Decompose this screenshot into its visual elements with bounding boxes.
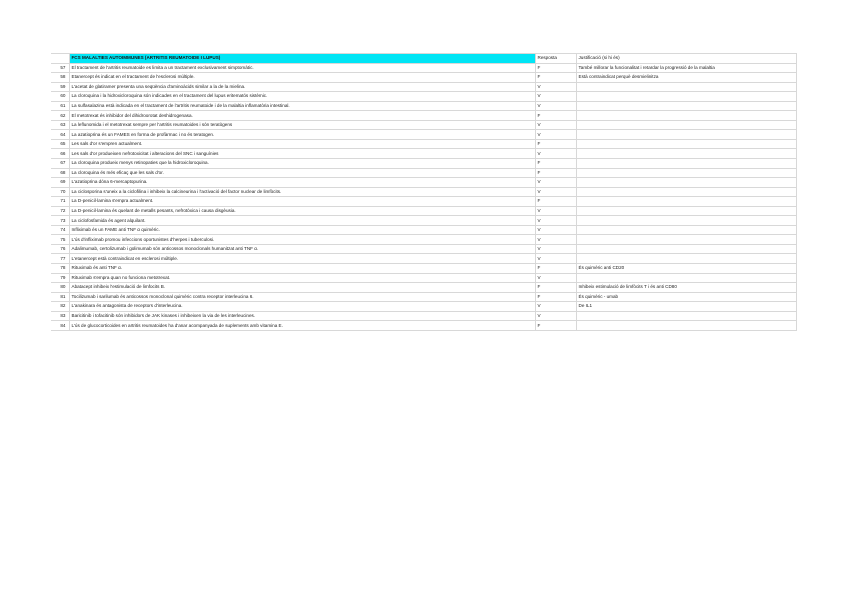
justification-cell: [576, 111, 796, 121]
question-text: Adalimumab, certolizumab i golimumab són anticossos monoclonals humanitzat anti TNF α.: [69, 244, 535, 254]
justification-cell: [576, 244, 796, 254]
answer-cell: F: [535, 292, 576, 302]
row-number: 73: [51, 216, 69, 226]
justification-cell: És quimèric - umab: [576, 292, 796, 302]
question-text: La ciclosporina s'uneix a la ciclofilina i inhibeix la calcineurina i l'activació del factor nuclear de limfòcits.: [69, 187, 535, 197]
row-number: 74: [51, 225, 69, 235]
row-number: 65: [51, 139, 69, 149]
row-number: 64: [51, 130, 69, 140]
justification-cell: [576, 311, 796, 321]
table-row: [51, 254, 796, 264]
justification-cell: [576, 254, 796, 264]
row-number: 67: [51, 159, 69, 169]
table-row: [51, 73, 796, 83]
question-text: Les sals d'or s'empren actualment.: [69, 139, 535, 149]
table-row: [51, 82, 796, 92]
justification-cell: [576, 178, 796, 188]
justification-cell: [576, 82, 796, 92]
question-text: El tractament de l'artritis reumatoide es limita a un tractament exclusivament simptomàtic.: [69, 63, 535, 73]
answer-cell: V: [535, 130, 576, 140]
answer-cell: F: [535, 63, 576, 73]
question-text: L'acetat de glatiramer presenta una seqüència d'aminoàcids similar a la de la mielina.: [69, 82, 535, 92]
header-row: [51, 54, 796, 64]
answer-cell: V: [535, 82, 576, 92]
question-text: Rituximab s'empra quan no funciona metotrexat.: [69, 273, 535, 283]
table-row: [51, 187, 796, 197]
table-row: [51, 283, 796, 293]
table-row: [51, 149, 796, 159]
table-row: [51, 168, 796, 178]
justification-cell: [576, 168, 796, 178]
table-row: [51, 216, 796, 226]
answer-cell: F: [535, 159, 576, 169]
table-row: [51, 178, 796, 188]
table-row: [51, 311, 796, 321]
justification-cell: [576, 101, 796, 111]
row-number: 71: [51, 197, 69, 207]
row-number: 80: [51, 283, 69, 293]
question-text: L'ús de glucocorticoides en artritis reumatoides ha d'anar acompanyada de suplements amb vitamina E.: [69, 321, 535, 331]
row-number: 63: [51, 120, 69, 130]
question-text: Abatacept inhibeix l'estimulació de limfocits B.: [69, 283, 535, 293]
table-row: [51, 206, 796, 216]
answer-cell: F: [535, 73, 576, 83]
table-row: [51, 120, 796, 130]
answer-cell: V: [535, 235, 576, 245]
justification-cell: [576, 206, 796, 216]
row-number: 72: [51, 206, 69, 216]
question-text: La D-penicil·lamina és quelant de metalls pesants, nefrotòxica i causa disgèusia.: [69, 206, 535, 216]
answer-cell: F: [535, 197, 576, 207]
answer-cell: V: [535, 120, 576, 130]
row-number: 84: [51, 321, 69, 331]
question-text: La cloroquina és més eficaç que les sals d'or.: [69, 168, 535, 178]
justification-cell: També millorar la funcionalitat i retardar la progressió de la malaltia: [576, 63, 796, 73]
question-text: L'anakinara és antagonista de receptors d'interleucina.: [69, 302, 535, 312]
row-number: 60: [51, 92, 69, 102]
justification-cell: [576, 321, 796, 331]
answer-cell: V: [535, 206, 576, 216]
answer-cell: V: [535, 178, 576, 188]
table-row: [51, 244, 796, 254]
question-text: El metotrexat és inhibidor del dihidroorotat deshidrogenasa.: [69, 111, 535, 121]
justification-cell: [576, 139, 796, 149]
table-row: [51, 273, 796, 283]
row-number: 69: [51, 178, 69, 188]
quiz-table: [51, 53, 797, 331]
row-number: 79: [51, 273, 69, 283]
row-number: 70: [51, 187, 69, 197]
justification-cell: [576, 130, 796, 140]
answer-cell: V: [535, 244, 576, 254]
answer-cell: F: [535, 321, 576, 331]
answer-cell: F: [535, 283, 576, 293]
table-row: [51, 235, 796, 245]
question-text: Baricitinib i tofacitinib són inhibidors de JAK kinases i inhibeixen la via de les interleucines.: [69, 311, 535, 321]
table-row: [51, 101, 796, 111]
answer-cell: V: [535, 311, 576, 321]
row-number: 59: [51, 82, 69, 92]
answer-column-header: Resposta: [535, 54, 576, 64]
question-text: La cloroquina i la hidroxicloroquina són indicades en el tractament del lupus eritematós sistèmic.: [69, 92, 535, 102]
row-number: 61: [51, 101, 69, 111]
answer-cell: F: [535, 139, 576, 149]
question-text: La cloroquina produeix menys retinopaties que la hidroxicloroquina.: [69, 159, 535, 169]
answer-cell: V: [535, 273, 576, 283]
question-text: La ciclofosfamida és agent alquilant.: [69, 216, 535, 226]
table-row: [51, 111, 796, 121]
table-row: [51, 139, 796, 149]
answer-cell: V: [535, 92, 576, 102]
row-number: 78: [51, 264, 69, 274]
row-number: 68: [51, 168, 69, 178]
row-number: 75: [51, 235, 69, 245]
table-title: FCS MALALTIES AUTOIMMUNES (ARTRITIS REUMATOIDE I LUPUS): [69, 54, 535, 64]
answer-cell: F: [535, 168, 576, 178]
answer-cell: V: [535, 254, 576, 264]
justification-cell: [576, 159, 796, 169]
row-number: 57: [51, 63, 69, 73]
question-text: La D-penicil·lamina s'empra actualment.: [69, 197, 535, 207]
answer-cell: F: [535, 264, 576, 274]
justification-cell: [576, 120, 796, 130]
question-text: Etanercept és indicat en el tractament de l'esclerosi múltiple.: [69, 73, 535, 83]
row-number: 83: [51, 311, 69, 321]
answer-cell: V: [535, 101, 576, 111]
table-row: [51, 292, 796, 302]
question-text: Les sals d'or produeixen nefrotoxicitat i alteracions del SNC i sanguínies: [69, 149, 535, 159]
table-row: [51, 130, 796, 140]
table-row: [51, 197, 796, 207]
answer-cell: F: [535, 111, 576, 121]
question-text: Rituximab és anti TNF α.: [69, 264, 535, 274]
row-number: 58: [51, 73, 69, 83]
justification-column-header: Justificació (si hi és): [576, 54, 796, 64]
justification-cell: De IL1: [576, 302, 796, 312]
row-number: 76: [51, 244, 69, 254]
question-text: La leflunomida i el metotrexat sempre per l'artritis reumatoides i són teratògens: [69, 120, 535, 130]
row-number: 77: [51, 254, 69, 264]
question-text: Infliximab és un FAME anti TNF α quimèric.: [69, 225, 535, 235]
justification-cell: [576, 235, 796, 245]
justification-cell: [576, 92, 796, 102]
question-text: La sulfasalazina està indicada en el tractament de l'artritis reumatoide i de la malaltia inflamatòria intestinal.: [69, 101, 535, 111]
table-row: [51, 159, 796, 169]
justification-cell: Inhibeix estimulació de limfòcits T i és anti CD80: [576, 283, 796, 293]
row-number: 62: [51, 111, 69, 121]
table-row: [51, 302, 796, 312]
header-number-cell: [51, 54, 69, 64]
justification-cell: És quimèric anti CD20: [576, 264, 796, 274]
answer-cell: V: [535, 149, 576, 159]
question-text: La azatioprina és un FAMES en forma de profàrmac i no és teratogen.: [69, 130, 535, 140]
row-number: 66: [51, 149, 69, 159]
justification-cell: [576, 187, 796, 197]
table-row: [51, 321, 796, 331]
table-row: [51, 63, 796, 73]
justification-cell: Està contraindicat perquè desmielinitza: [576, 73, 796, 83]
table-row: [51, 225, 796, 235]
justification-cell: [576, 225, 796, 235]
row-number: 82: [51, 302, 69, 312]
answer-cell: V: [535, 225, 576, 235]
justification-cell: [576, 149, 796, 159]
question-text: L'azatioprina dóna 6-mercaptopurina.: [69, 178, 535, 188]
justification-cell: [576, 197, 796, 207]
table-row: [51, 92, 796, 102]
answer-cell: V: [535, 187, 576, 197]
row-number: 81: [51, 292, 69, 302]
question-text: L'ús d'infliximab promou infeccions oportunistes d'herpes i tuberculosi.: [69, 235, 535, 245]
justification-cell: [576, 273, 796, 283]
justification-cell: [576, 216, 796, 226]
table-row: [51, 264, 796, 274]
question-text: Tocilizumab i sarilumab és anticossos monoclonal quimèric contra receptor interleucina 6.: [69, 292, 535, 302]
answer-cell: V: [535, 216, 576, 226]
answer-cell: V: [535, 302, 576, 312]
question-text: L'etanercept està contraindicat en esclerosi múltiple.: [69, 254, 535, 264]
